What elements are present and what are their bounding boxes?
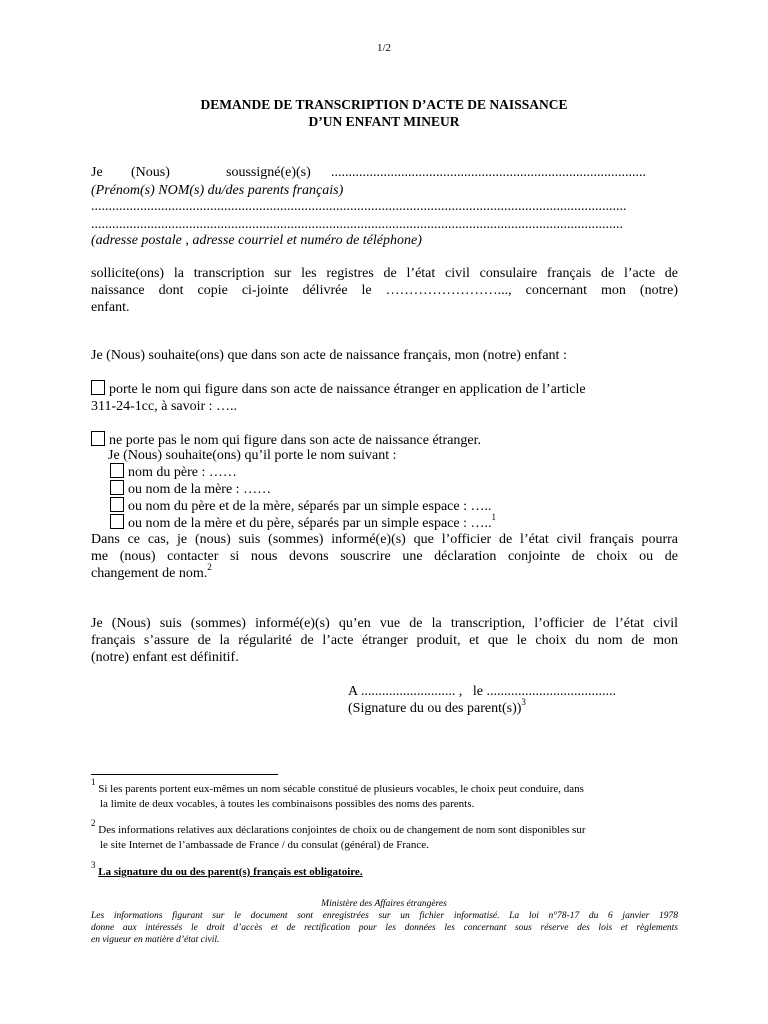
footnote-ref-2: 2 [207, 562, 212, 572]
footnote-2-number: 2 [91, 818, 96, 828]
footnote-ref-3: 3 [521, 697, 526, 707]
case-note-line-1: Dans ce cas, je (nous) suis (sommes) informé(e)(s) que l’officier de l’état civil français pourra [91, 532, 678, 547]
document-title-line-1: DEMANDE DE TRANSCRIPTION D’ACTE DE NAISSANCE [200, 97, 568, 112]
footnote-1 [91, 777, 584, 797]
name-choice-mother-father-checkbox[interactable] [110, 514, 124, 529]
declarant-name-field[interactable]: .......................................................................................... [331, 165, 646, 180]
name-choice-father-label: nom du père : …… [128, 465, 237, 480]
signature-label [348, 699, 526, 719]
address-field-line-2[interactable]: ........................................................................................................................................................ [91, 217, 623, 232]
option-b-checkbox[interactable] [91, 431, 105, 446]
wish-intro: Je (Nous) souhaite(ons) que dans son acte de naissance français, mon (notre) enfant : [91, 348, 567, 363]
request-line-2: naissance dont copie ci-jointe délivrée le ……………………..., concernant mon (notre) [91, 283, 678, 298]
info-line-3: (notre) enfant est définitif. [91, 650, 239, 665]
footnote-2-line-2: le site Internet de l’ambassade de France / du consulat (général) de France. [100, 839, 429, 851]
case-note-text: changement de nom. [91, 566, 208, 581]
name-choice-father-mother-checkbox[interactable] [110, 497, 124, 512]
place-date-field[interactable]: A ........................... , le ..................................... [348, 684, 616, 699]
document-title-line-2: D’UN ENFANT MINEUR [308, 114, 460, 129]
name-choice-father-mother-label: ou nom du père et de la mère, séparés par un simple espace : ….. [128, 499, 492, 514]
option-a-checkbox[interactable] [91, 380, 105, 395]
info-line-2: français s’assure de la régularité de l’acte étranger produit, et que le choix du nom de mon [91, 633, 678, 648]
address-field-line-1[interactable]: ......................................................................................................................................................... [91, 199, 627, 214]
signature-label-text: (Signature du ou des parent(s)) [348, 701, 522, 716]
case-note-line-2: me (nous) contacter si nous devons souscrire une déclaration conjointe de choix ou de [91, 549, 678, 564]
footnote-2 [91, 818, 586, 838]
footer-line-2: donne aux intéressés le droit d’accès et de rectification pour les données les concernant sous réserve des lois et règlements [91, 923, 678, 933]
name-choice-mother-checkbox[interactable] [110, 480, 124, 495]
footnote-separator [91, 774, 278, 775]
option-b-line-2: Je (Nous) souhaite(ons) qu’il porte le nom suivant : [108, 448, 397, 463]
name-choice-father-checkbox[interactable] [110, 463, 124, 478]
footnote-ref-1: 1 [491, 512, 496, 522]
footer-line-1: Les informations figurant sur le document sont enregistrées sur un fichier informatisé. La loi n°78-17 du 6 janvier 1978 [91, 911, 678, 921]
declarant-soussigne: soussigné(e)(s) [226, 165, 311, 180]
option-a-line-2: 311-24-1cc, à savoir : ….. [91, 399, 238, 414]
footnote-3-line-1: La signature du ou des parent(s) français est obligatoire. [98, 866, 363, 878]
declarant-nous: (Nous) [131, 165, 170, 180]
footnote-1-line-2: la limite de deux vocables, à toutes les combinaisons possibles des noms des parents. [100, 798, 475, 810]
page-number: 1/2 [376, 42, 392, 54]
footer-line-3: en vigueur en matière d’état civil. [91, 935, 220, 945]
info-line-1: Je (Nous) suis (sommes) informé(e)(s) qu’en vue de la transcription, l’officier de l’état civil [91, 616, 678, 631]
declarant-name-hint: (Prénom(s) NOM(s) du/des parents français) [91, 183, 344, 198]
option-a-label: porte le nom qui figure dans son acte de naissance étranger en application de l’article [109, 382, 586, 397]
footnote-1-number: 1 [91, 777, 96, 787]
option-b-label: ne porte pas le nom qui figure dans son acte de naissance étranger. [109, 433, 482, 448]
footnote-1-line-1: Si les parents portent eux-mêmes un nom sécable constitué de plusieurs vocables, le choix peut conduire, dans [98, 783, 584, 795]
request-line-3: enfant. [91, 300, 130, 315]
request-line-1: sollicite(ons) la transcription sur les registres de l’état civil consulaire français de l’acte de [91, 266, 678, 281]
footnote-2-line-1: Des informations relatives aux déclarations conjointes de choix ou de changement de nom sont disponibles sur [98, 824, 586, 836]
footnote-3 [91, 860, 363, 880]
declarant-je: Je [91, 165, 103, 180]
name-choice-mother-father-label: ou nom de la mère et du père, séparés par un simple espace : ….. [128, 516, 492, 531]
case-note-line-3 [91, 564, 212, 584]
footnote-3-number: 3 [91, 860, 96, 870]
footer-ministry: Ministère des Affaires étrangères [321, 899, 447, 909]
name-choice-mother-label: ou nom de la mère : …… [128, 482, 272, 497]
address-hint: (adresse postale , adresse courriel et numéro de téléphone) [91, 233, 422, 248]
